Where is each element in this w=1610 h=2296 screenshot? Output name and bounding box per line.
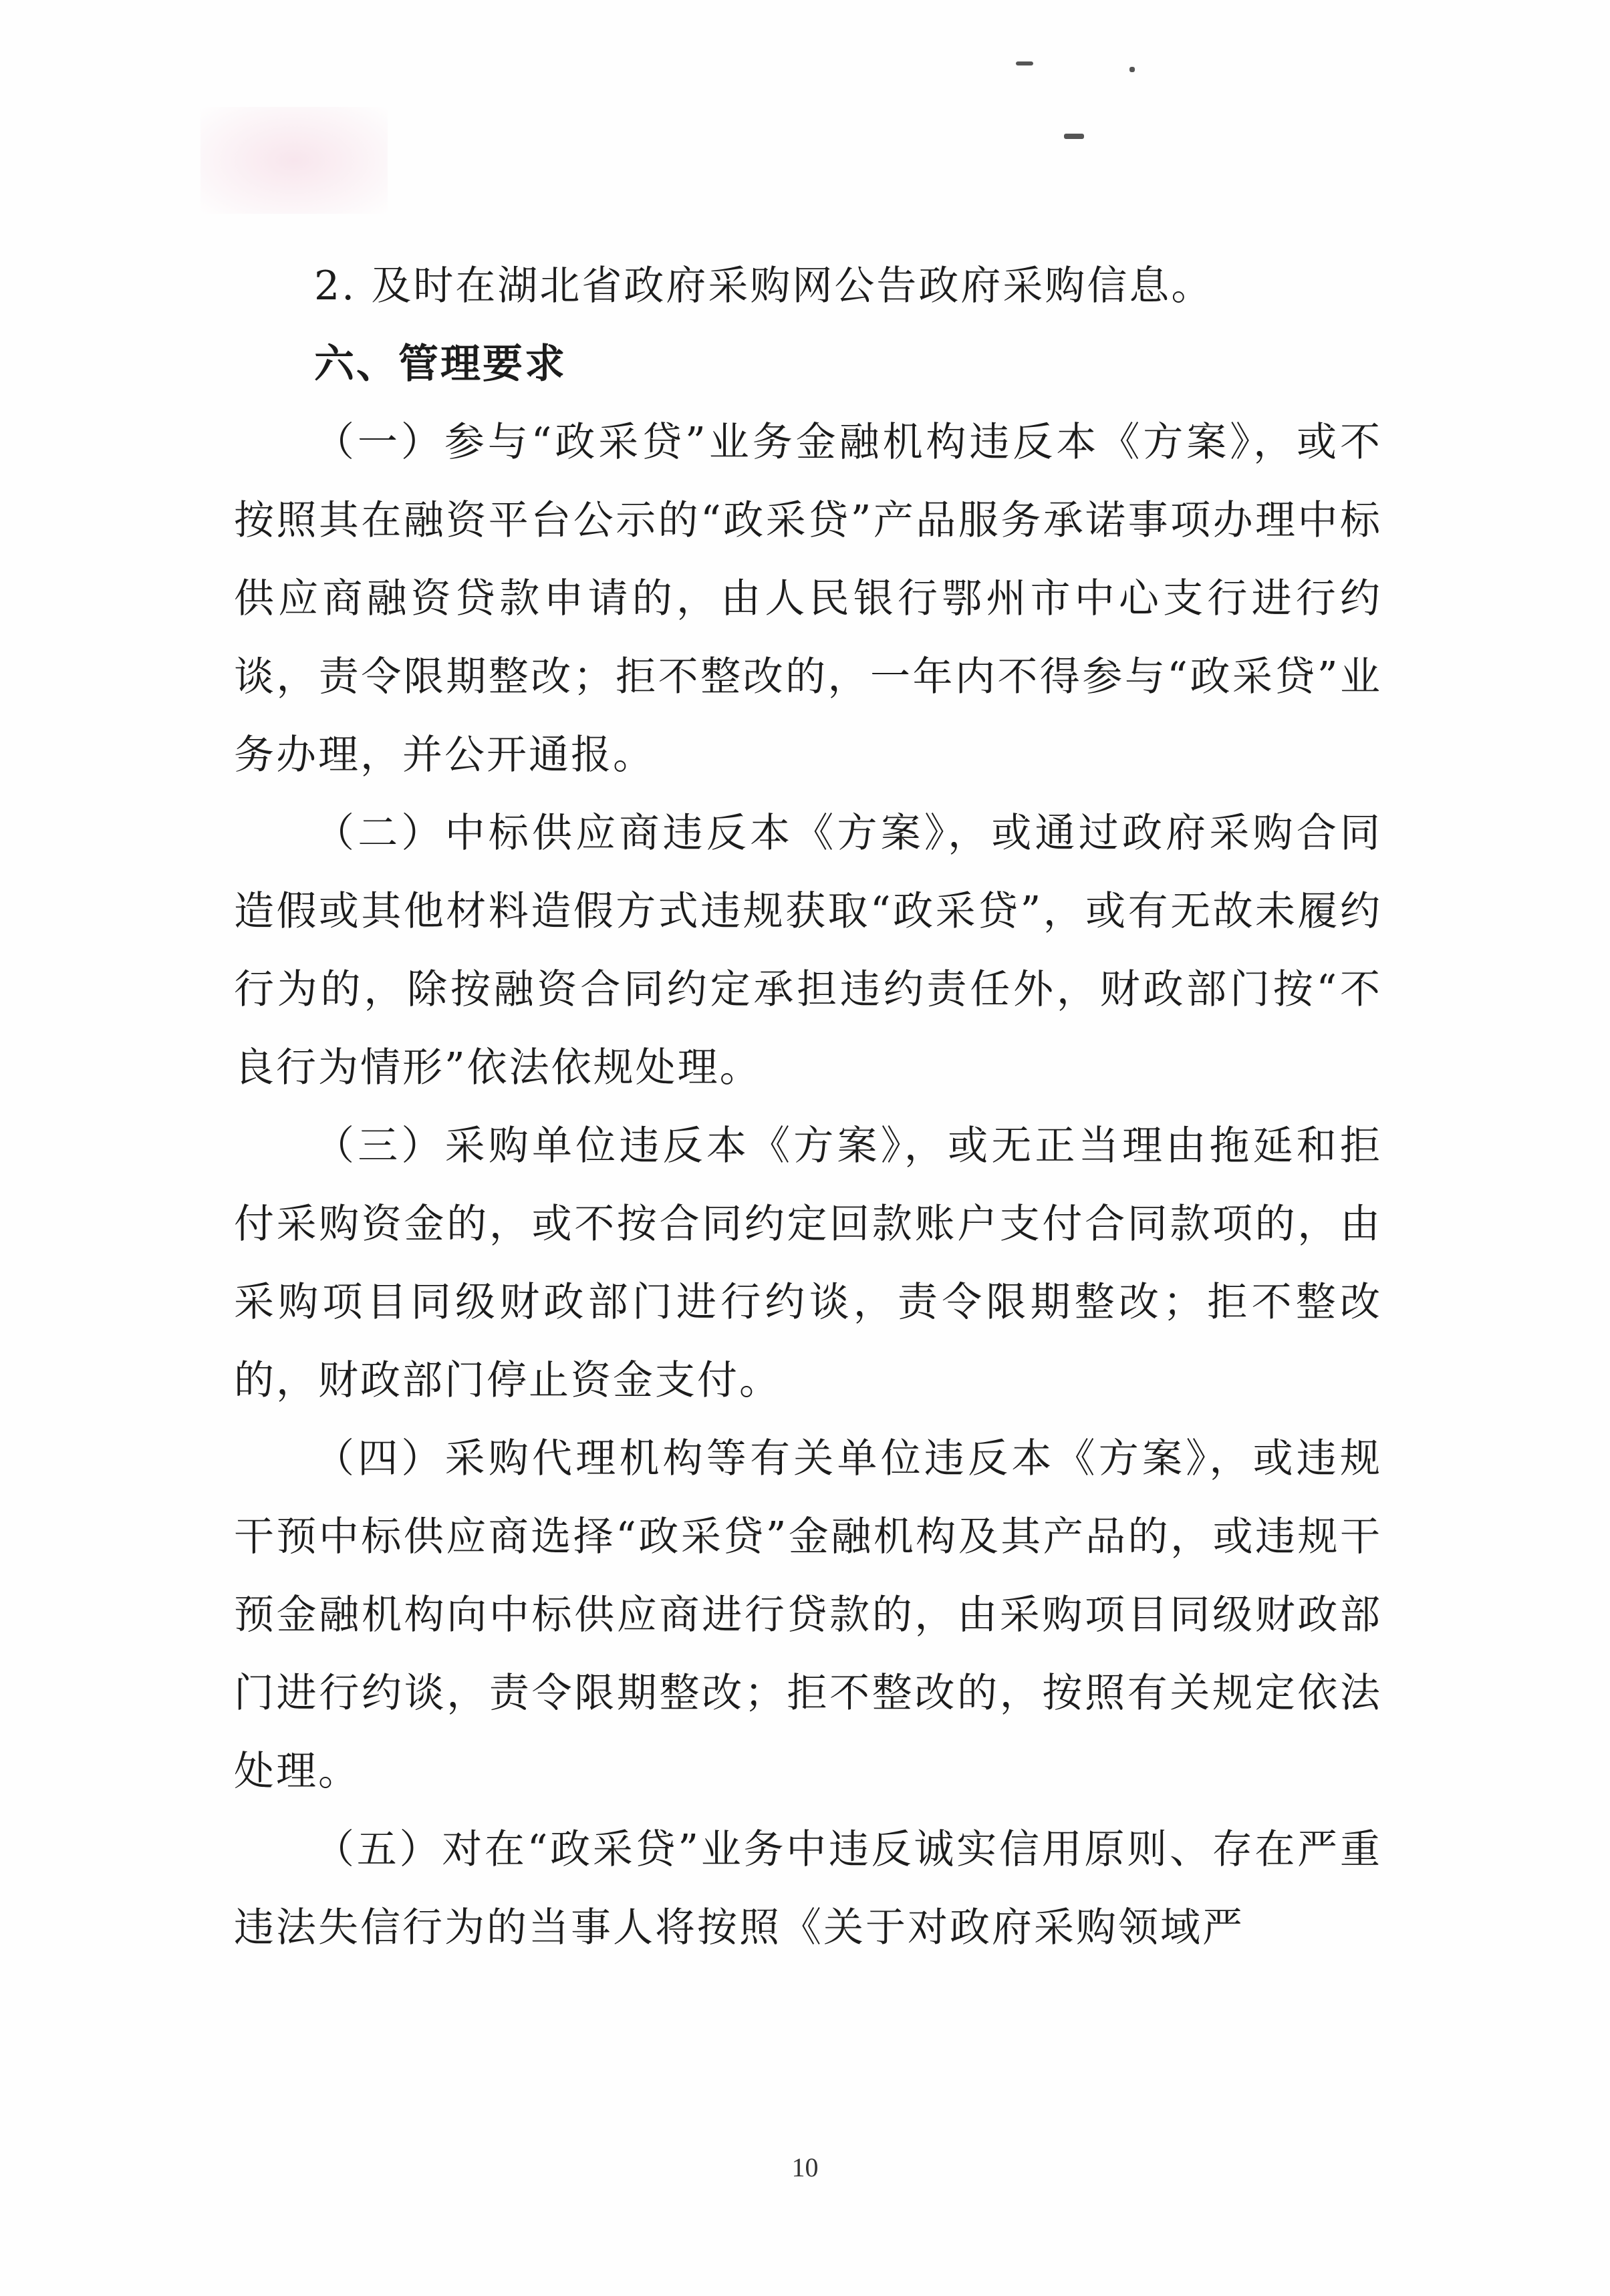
scan-speck bbox=[1064, 134, 1084, 139]
section-heading: 六、管理要求 bbox=[314, 341, 567, 388]
body-paragraph: （一）参与“政采贷”业务金融机构违反本《方案》，或不按照其在融资平台公示的“政采贷”产品服务承诺事项办理中标供应商融资贷款申请的，由人民银行鄂州市中心支行进行约谈，责令限期整改；拒不整改的，一年内不得参与“政采贷”业务办理，并公开通报。 bbox=[234, 419, 1382, 778]
body-paragraph: （三）采购单位违反本《方案》，或无正当理由拖延和拒付采购资金的，或不按合同约定回款账户支付合同款项的，由采购项目同级财政部门进行约谈，责令限期整改；拒不整改的，财政部门停止资金支付。 bbox=[234, 1123, 1382, 1404]
page-number: 10 bbox=[791, 2152, 819, 2182]
body-paragraph: 2. 及时在湖北省政府采购网公告政府采购信息。 bbox=[314, 263, 1214, 309]
scan-speck bbox=[1129, 67, 1135, 72]
faint-stamp-mark bbox=[200, 107, 388, 214]
body-paragraph: （五）对在“政采贷”业务中违反诚实信用原则、存在严重违法失信行为的当事人将按照《关于对政府采购领域严 bbox=[234, 1826, 1382, 1951]
scan-speck bbox=[1016, 61, 1033, 65]
body-paragraph: （二）中标供应商违反本《方案》，或通过政府采购合同造假或其他材料造假方式违规获取“政采贷”，或有无故未履约行为的，除按融资合同约定承担违约责任外，财政部门按“不良行为情形”依法依规处理。 bbox=[234, 810, 1382, 1091]
body-paragraph: （四）采购代理机构等有关单位违反本《方案》，或违规干预中标供应商选择“政采贷”金融机构及其产品的，或违规干预金融机构向中标供应商进行贷款的，由采购项目同级财政部门进行约谈，责令限期整改；拒不整改的，按照有关规定依法处理。 bbox=[234, 1435, 1382, 1795]
document-body bbox=[234, 247, 1382, 1967]
